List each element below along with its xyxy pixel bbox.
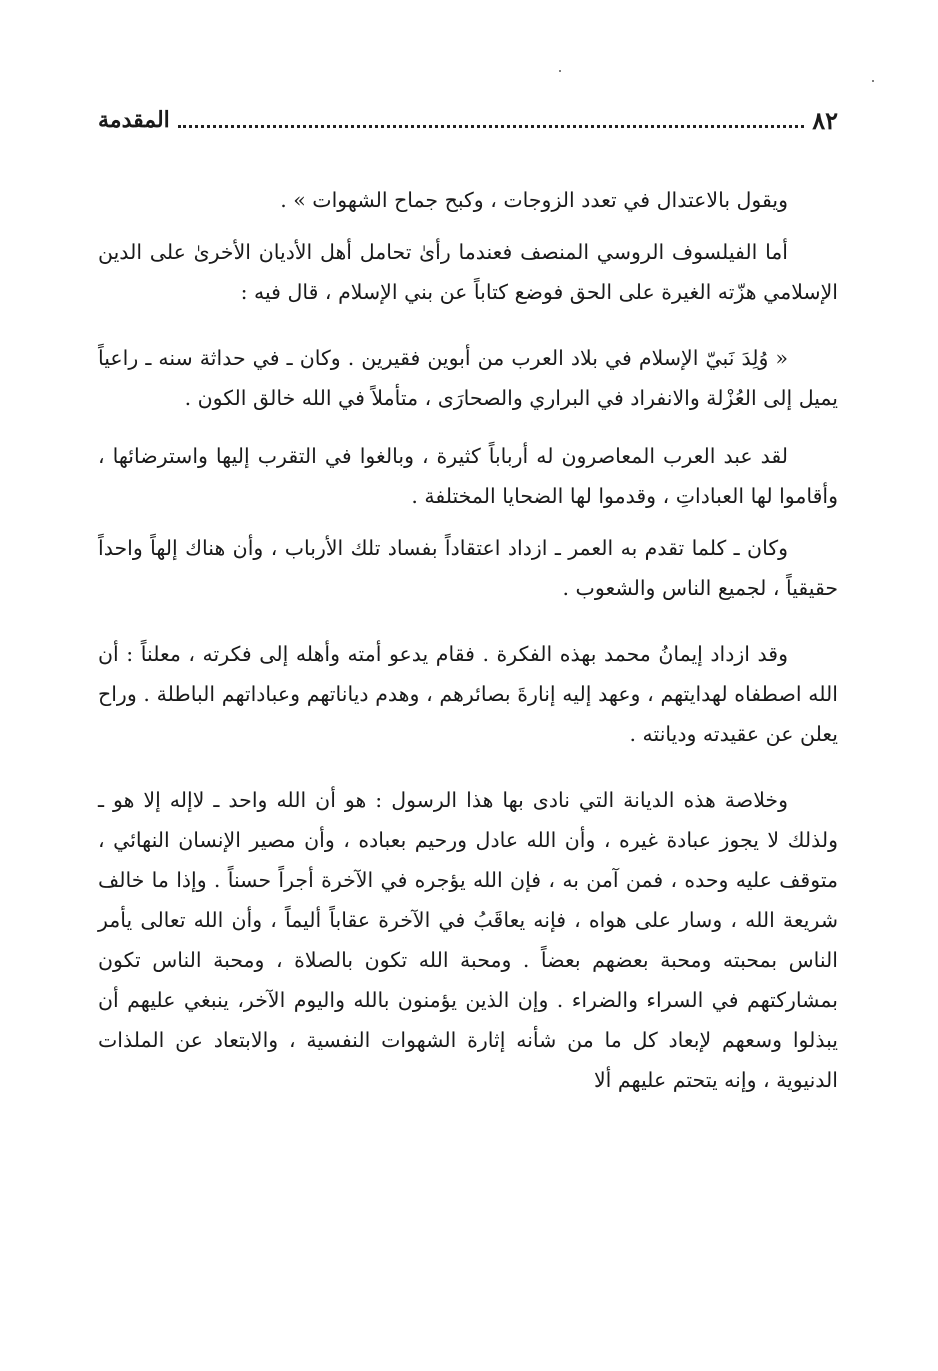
paragraph: أما الفيلسوف الروسي المنصف فعندما رأىٰ تحامل أهل الأديان الأخرىٰ على الدين الإسلامي هزّته الغيرة على الحق فوضع كتاباً عن بني الإسلام ، قال فيه :	[98, 240, 838, 304]
paragraph: ويقول بالاعتدال في تعدد الزوجات ، وكبح جماح الشهوات » .	[280, 188, 788, 212]
header-dot-leader	[178, 125, 804, 128]
paragraph: وخلاصة هذه الديانة التي نادى بها هذا الرسول : هو أن الله واحد ـ لاإله إلا هو ـ ولذلك لا يجوز عبادة غيره ، وأن الله عادل ورحيم بعباده ، وأن مصير الإنسان النهائي ، متوقف عليه وحده ، فمن آمن به ، فإن الله يؤجره في الآخرة أجراً حسناً . وإذا ما خالف شريعة الله ، وسار على هواه ، فإنه يعاقَبُ في الآخرة عقاباً أليماً ، وأن الله تعالى يأمر الناس بمحبته ومحبة بعضهم بعضاً . ومحبة الله تكون بالصلاة ، ومحبة الناس تكون بمشاركتهم في السراء والضراء . وإن الذين يؤمنون بالله واليوم الآخر، ينبغي عليهم أن يبذلوا وسعهم لإبعاد كل ما من شأنه إثارة الشهوات النفسية ، والابتعاد عن الملذات الدنيوية ، وإنه يتحتم عليهم ألا	[98, 788, 838, 1092]
chapter-title: المقدمة	[98, 107, 170, 133]
scan-speck	[559, 70, 561, 72]
paragraph: « وُلِدَ نَبيّ الإسلام في بلاد العرب من أبوين فقيرين . وكان ـ في حداثة سنه ـ راعياً يميل إلى العُزْلة والانفراد في البراري والصحارَى ، متأملاً في الله خالق الكون .	[98, 346, 838, 410]
scan-speck	[872, 80, 874, 82]
page-body	[98, 180, 838, 1100]
paragraph: وقد ازداد إيمانُ محمد بهذه الفكرة . فقام يدعو أمته وأهله إلى فكرته ، معلناً : أن الله اصطفاه لهدايتهم ، وعهد إليه إنارةَ بصائرهم ، وهدم دياناتهم وعباداتهم الباطلة . وراح يعلن عن عقيدته وديانته .	[98, 642, 838, 746]
paragraph: لقد عبد العرب المعاصرون له أرباباً كثيرة ، وبالغوا في التقرب إليها واسترضائها ، وأقاموا لها العباداتِ ، وقدموا لها الضحايا المختلفة .	[98, 444, 838, 508]
running-header	[98, 100, 838, 140]
page-number: ٨٢	[812, 105, 838, 135]
paragraph: وكان ـ كلما تقدم به العمر ـ ازداد اعتقاداً بفساد تلك الأرباب ، وأن هناك إلهاً واحداً حقيقياً ، لجميع الناس والشعوب .	[98, 536, 838, 600]
